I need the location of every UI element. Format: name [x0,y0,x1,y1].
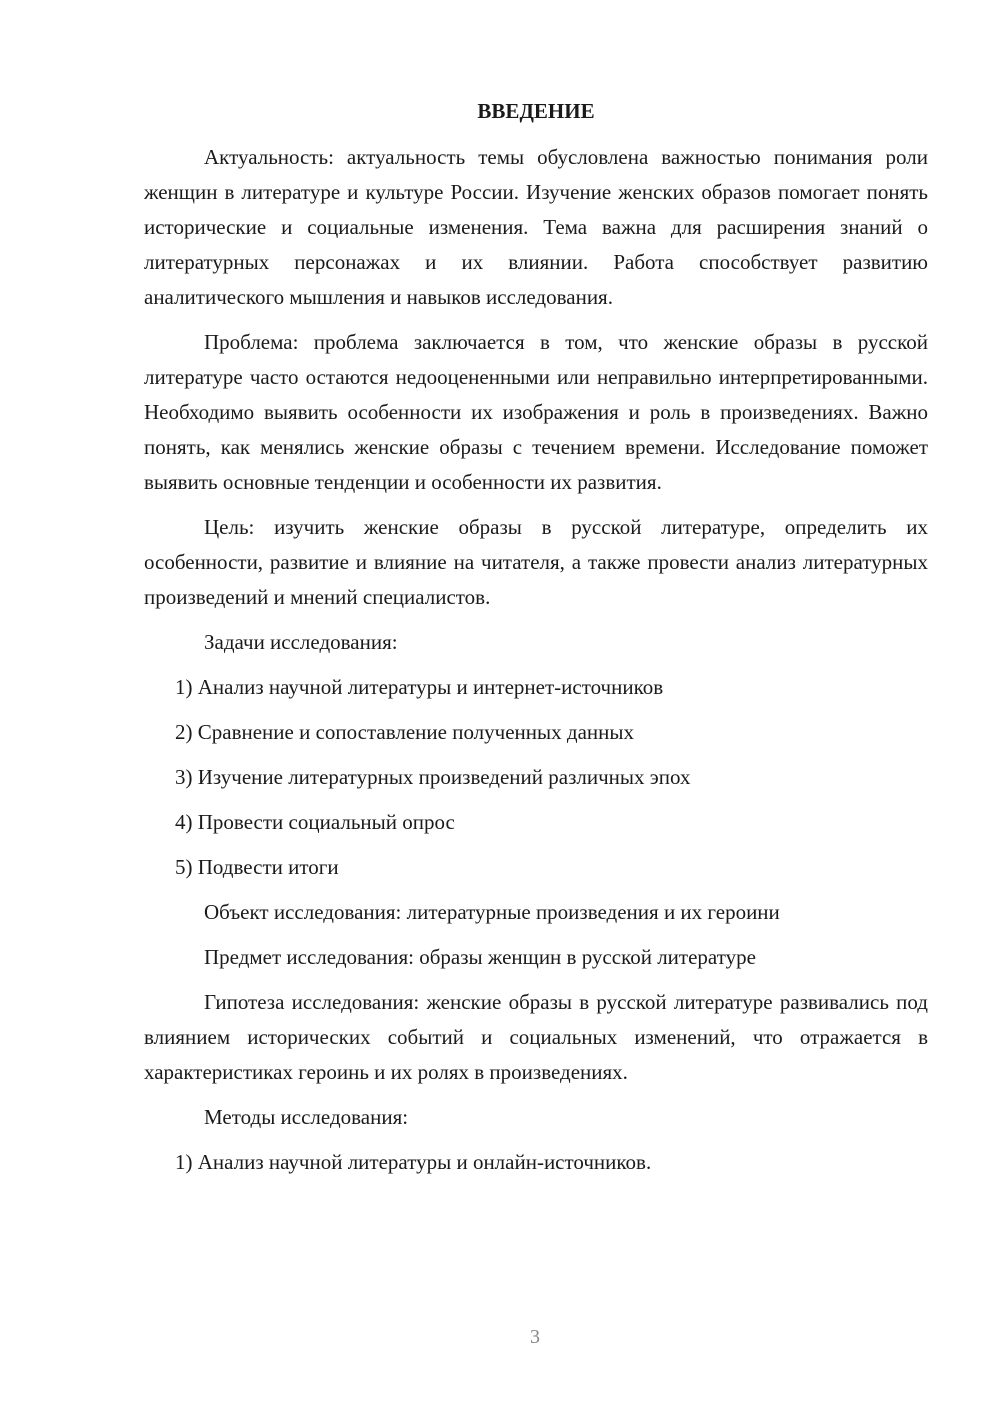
hypothesis-paragraph: Гипотеза исследования: женские образы в русской литературе развивались под влиянием исторических событий и социальных изменений, что отражается в характеристиках героинь и их ролях в произведениях. [144,990,928,1084]
subject-line: Предмет исследования: образы женщин в русской литературе [204,945,756,969]
page-number: 3 [530,1326,540,1348]
section-title: ВВЕДЕНИЕ [477,99,595,123]
method-item: 1) Анализ научной литературы и онлайн-источников. [175,1150,652,1174]
document-page [144,96,928,1190]
methods-heading: Методы исследования: [204,1105,409,1129]
task-item: 4) Провести социальный опрос [175,810,455,834]
task-item: 2) Сравнение и сопоставление полученных данных [175,720,634,744]
tasks-heading: Задачи исследования: [204,630,398,654]
goal-paragraph: Цель: изучить женские образы в русской литературе, определить их особенности, развитие и влияние на читателя, а также провести анализ литературных произведений и мнений специалистов. [144,515,928,609]
relevance-paragraph: Актуальность: актуальность темы обусловлена важностью понимания роли женщин в литературе и культуре России. Изучение женских образов помогает понять исторические и социальные изменения. Тема важна для расширения знаний о литературных персонажах и их влиянии. Работа способствует развитию аналитического мышления и навыков исследования. [144,145,928,309]
task-item: 5) Подвести итоги [175,855,339,879]
task-item: 1) Анализ научной литературы и интернет-источников [175,675,664,699]
task-item: 3) Изучение литературных произведений различных эпох [175,765,691,789]
problem-paragraph: Проблема: проблема заключается в том, что женские образы в русской литературе часто остаются недооцененными или неправильно интерпретированными. Необходимо выявить особенности их изображения и роль в произведениях. Важно понять, как менялись женские образы с течением времени. Исследование поможет выявить основные тенденции и особенности их развития. [144,330,928,494]
object-line: Объект исследования: литературные произведения и их героини [204,900,780,924]
